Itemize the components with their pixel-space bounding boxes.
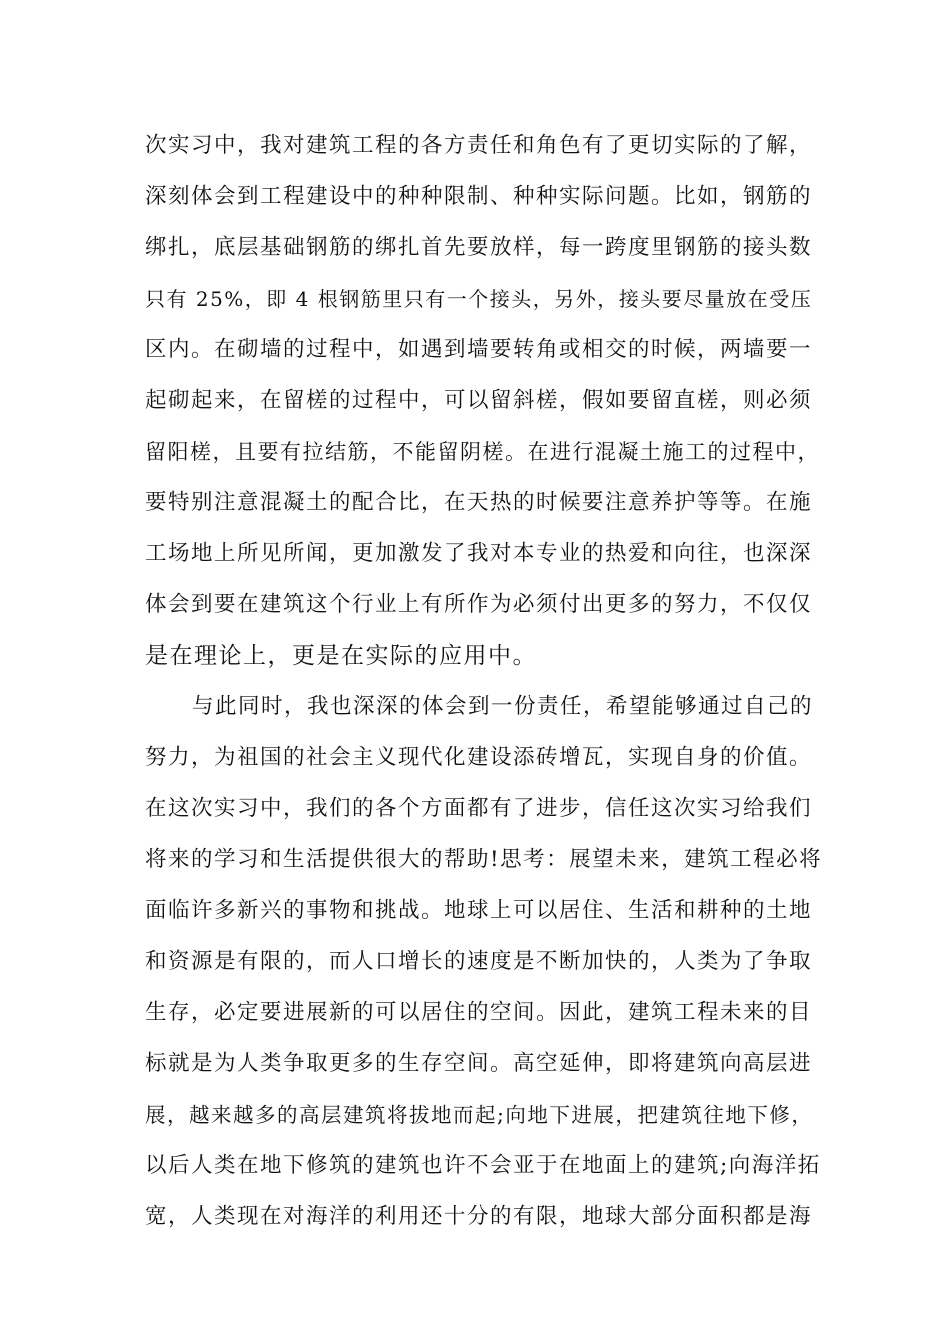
text-line: 标就是为人类争取更多的生存空间。高空延伸，即将建筑向高层进	[145, 1051, 813, 1076]
text-line: 工场地上所见所闻，更加激发了我对本专业的热爱和向往，也深深	[145, 541, 813, 566]
text-line: 次实习中，我对建筑工程的各方责任和角色有了更切实际的了解，	[145, 133, 813, 158]
text-line: 和资源是有限的，而人口增长的速度是不断加快的，人类为了争取	[145, 949, 813, 974]
text-line: 生存，必定要进展新的可以居住的空间。因此，建筑工程未来的目	[145, 1000, 813, 1025]
text-line: 起砌起来，在留槎的过程中，可以留斜槎，假如要留直槎，则必须	[145, 388, 813, 413]
text-line: 体会到要在建筑这个行业上有所作为必须付出更多的努力，不仅仅	[145, 592, 813, 617]
text-line: 努力，为祖国的社会主义现代化建设添砖增瓦，实现自身的价值。	[145, 745, 813, 770]
text-line: 留阳槎，且要有拉结筋，不能留阴槎。在进行混凝土施工的过程中，	[145, 440, 820, 464]
text-line: 绑扎，底层基础钢筋的绑扎首先要放样，每一跨度里钢筋的接头数	[145, 235, 813, 260]
text-line: 宽，人类现在对海洋的利用还十分的有限，地球大部分面积都是海	[145, 1204, 813, 1229]
text-line: 是在理论上，更是在实际的应用中。	[145, 643, 537, 669]
text-line: 在这次实习中，我们的各个方面都有了进步，信任这次实习给我们	[145, 796, 813, 821]
text-line: 只有 25%，即 4 根钢筋里只有一个接头，另外，接头要尽量放在受压	[145, 287, 813, 311]
text-line: 深刻体会到工程建设中的种种限制、种种实际问题。比如，钢筋的	[145, 184, 813, 209]
text-line: 与此同时，我也深深的体会到一份责任，希望能够通过自己的	[192, 694, 814, 719]
text-line: 将来的学习和生活提供很大的帮助!思考：展望未来，建筑工程必将	[145, 847, 823, 872]
text-line: 区内。在砌墙的过程中，如遇到墙要转角或相交的时候，两墙要一	[145, 337, 813, 362]
text-line: 展，越来越多的高层建筑将拔地而起;向地下进展，把建筑往地下修，	[145, 1103, 814, 1127]
text-line: 面临许多新兴的事物和挑战。地球上可以居住、生活和耕种的土地	[145, 898, 813, 923]
text-line: 要特别注意混凝土的配合比，在天热的时候要注意养护等等。在施	[145, 490, 813, 515]
text-line: 以后人类在地下修筑的建筑也许不会亚于在地面上的建筑;向海洋拓	[145, 1153, 821, 1178]
